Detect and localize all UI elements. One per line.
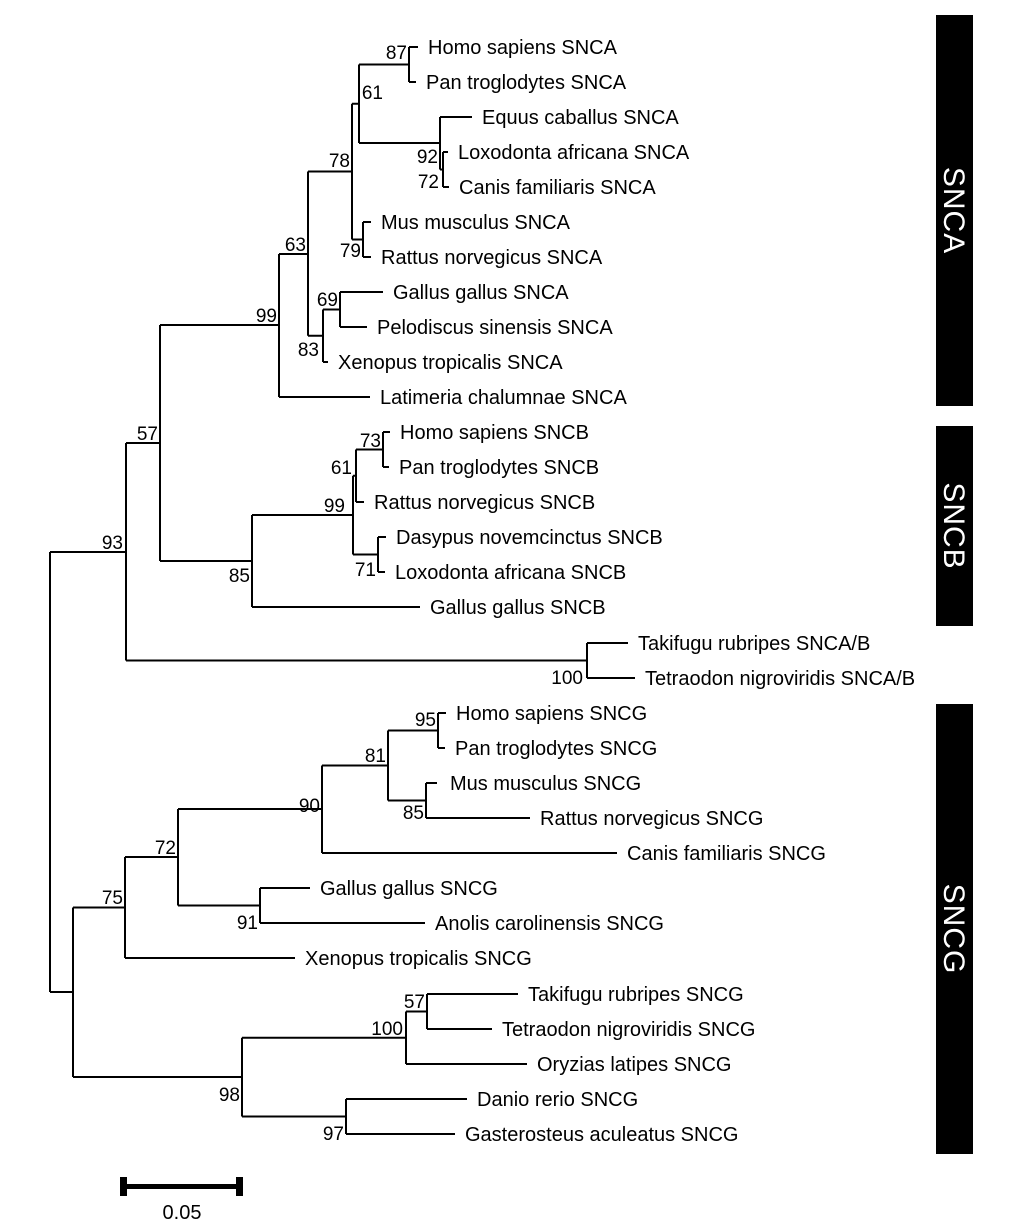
- bootstrap-value: 99: [255, 306, 277, 327]
- taxon-label: Homo sapiens SNCB: [400, 422, 589, 444]
- sncb-clade-bar-label: SNCB: [937, 482, 970, 570]
- bootstrap-value: 90: [298, 796, 320, 817]
- bootstrap-value: 61: [330, 458, 352, 479]
- taxon-label: Loxodonta africana SNCB: [395, 562, 627, 584]
- bootstrap-value: 91: [236, 913, 258, 934]
- scale-bar-label: 0.05: [162, 1202, 202, 1224]
- bootstrap-value: 97: [322, 1124, 344, 1145]
- taxon-label: Gallus gallus SNCB: [430, 597, 606, 619]
- scale-bar-left-cap: [120, 1177, 127, 1196]
- bootstrap-value: 92: [416, 147, 438, 168]
- taxon-label: Gallus gallus SNCG: [320, 878, 498, 900]
- bootstrap-value: 69: [316, 290, 338, 311]
- bootstrap-value: 83: [297, 340, 319, 361]
- taxon-label: Rattus norvegicus SNCB: [374, 492, 596, 514]
- taxon-label: Pan troglodytes SNCB: [399, 457, 600, 479]
- bootstrap-value: 57: [136, 424, 158, 445]
- bootstrap-value: 72: [417, 172, 439, 193]
- bootstrap-value: 100: [551, 668, 583, 689]
- bootstrap-value: 61: [361, 83, 383, 104]
- taxon-label: Rattus norvegicus SNCA: [381, 247, 603, 269]
- taxon-label: Rattus norvegicus SNCG: [540, 808, 764, 830]
- taxon-label: Xenopus tropicalis SNCG: [305, 948, 532, 970]
- bootstrap-value: 72: [154, 838, 176, 859]
- sncab-fish-branch-lines: [587, 643, 635, 678]
- taxon-label: Pan troglodytes SNCA: [426, 72, 627, 94]
- taxon-label: Mus musculus SNCA: [381, 212, 570, 234]
- bootstrap-value: 85: [228, 566, 250, 587]
- taxon-label: Danio rerio SNCG: [477, 1089, 639, 1111]
- taxon-label: Takifugu rubripes SNCA/B: [638, 633, 871, 655]
- bootstrap-value: 81: [364, 746, 386, 767]
- bootstrap-value: 99: [323, 496, 345, 517]
- taxon-label: Homo sapiens SNCA: [428, 37, 617, 59]
- taxon-label: Tetraodon nigroviridis SNCA/B: [645, 668, 916, 690]
- taxon-label: Latimeria chalumnae SNCA: [380, 387, 627, 409]
- bootstrap-value: 73: [359, 431, 381, 452]
- taxon-label: Dasypus novemcinctus SNCB: [396, 527, 663, 549]
- taxon-label: Gasterosteus aculeatus SNCG: [465, 1124, 739, 1146]
- taxon-label: Gallus gallus SNCA: [393, 282, 569, 304]
- scale-bar: [120, 1177, 243, 1224]
- scale-bar-line: [120, 1184, 243, 1189]
- bootstrap-value: 75: [101, 888, 123, 909]
- taxon-label: Tetraodon nigroviridis SNCG: [502, 1019, 756, 1041]
- taxon-label: Mus musculus SNCG: [450, 773, 642, 795]
- taxon-label: Canis familiaris SNCA: [459, 177, 656, 199]
- bootstrap-value: 78: [328, 151, 350, 172]
- taxon-label: Loxodonta africana SNCA: [458, 142, 690, 164]
- bootstrap-value: 63: [284, 235, 306, 256]
- bootstrap-value: 98: [218, 1085, 240, 1106]
- taxon-label: Oryzias latipes SNCG: [537, 1054, 732, 1076]
- scale-bar-right-cap: [236, 1177, 243, 1196]
- bootstrap-value: 85: [402, 803, 424, 824]
- taxon-label: Homo sapiens SNCG: [456, 703, 648, 725]
- taxon-label: Anolis carolinensis SNCG: [435, 913, 664, 935]
- bootstrap-value: 71: [354, 560, 376, 581]
- taxon-label: Pan troglodytes SNCG: [455, 738, 658, 760]
- sncg-clade-bar-label: SNCG: [937, 883, 970, 975]
- bootstrap-value: 95: [414, 710, 436, 731]
- taxon-label: Canis familiaris SNCG: [627, 843, 826, 865]
- taxon-label: Pelodiscus sinensis SNCA: [377, 317, 613, 339]
- bootstrap-value: 93: [101, 533, 123, 554]
- bootstrap-value: 100: [371, 1019, 403, 1040]
- snca-clade-bar-label: SNCA: [937, 166, 970, 255]
- taxon-label: Equus caballus SNCA: [482, 107, 679, 129]
- taxon-label: Xenopus tropicalis SNCA: [338, 352, 563, 374]
- bootstrap-value: 87: [385, 43, 407, 64]
- bootstrap-value: 57: [403, 992, 425, 1013]
- bootstrap-value: 79: [339, 241, 361, 262]
- taxon-label: Takifugu rubripes SNCG: [528, 984, 744, 1006]
